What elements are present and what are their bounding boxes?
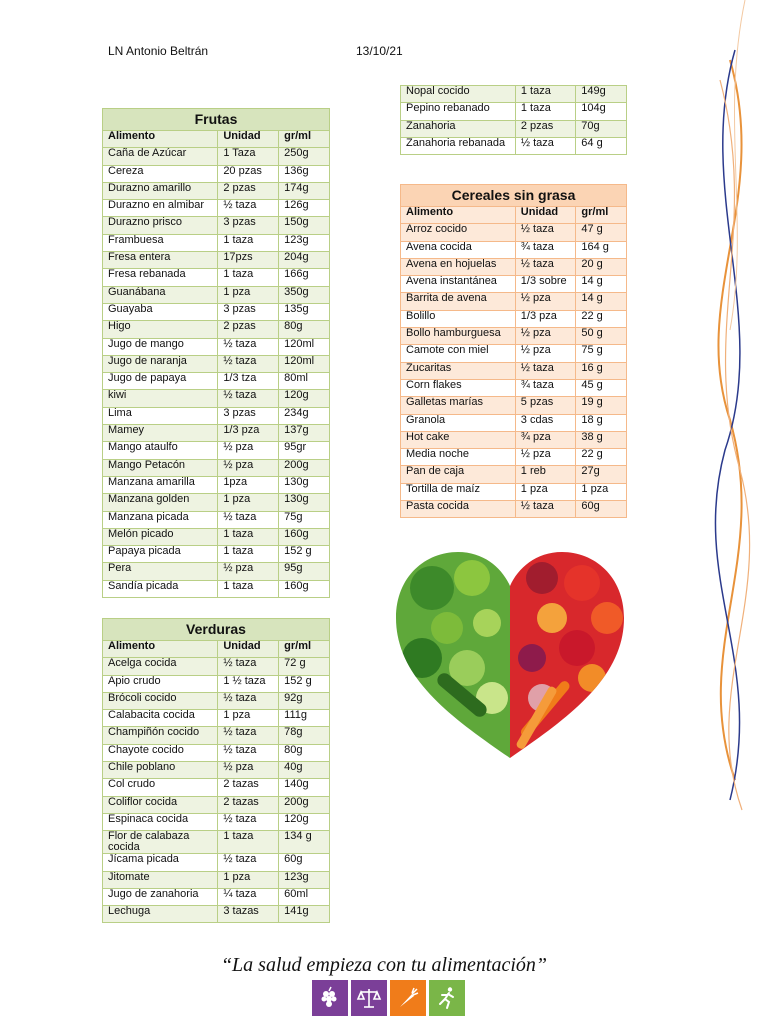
motivational-quote: “La salud empieza con tu alimentación” bbox=[220, 954, 548, 976]
table-row bbox=[401, 362, 627, 379]
table-row bbox=[401, 483, 627, 500]
runner-icon bbox=[429, 980, 465, 1016]
amount-cell: 136g bbox=[279, 165, 330, 182]
table-row bbox=[401, 466, 627, 483]
amount-cell: 250g bbox=[279, 148, 330, 165]
amount-cell: 111g bbox=[279, 710, 330, 727]
food-name-cell: Pepino rebanado bbox=[401, 103, 516, 120]
frutas-table bbox=[102, 108, 330, 598]
food-name-cell: Tortilla de maíz bbox=[401, 483, 516, 500]
column-header-unidad: Unidad bbox=[515, 207, 576, 224]
food-name-cell: Acelga cocida bbox=[103, 658, 218, 675]
amount-cell: 47 g bbox=[576, 224, 627, 241]
food-name-cell: Guanábana bbox=[103, 286, 218, 303]
food-name-cell: Media noche bbox=[401, 449, 516, 466]
unit-cell: 1 pza bbox=[218, 710, 279, 727]
table-row bbox=[401, 345, 627, 362]
verduras-table bbox=[102, 618, 330, 923]
table-row bbox=[103, 546, 330, 563]
food-name-cell: Granola bbox=[401, 414, 516, 431]
amount-cell: 80ml bbox=[279, 373, 330, 390]
food-name-cell: Sandía picada bbox=[103, 580, 218, 597]
amount-cell: 75 g bbox=[576, 345, 627, 362]
table-row bbox=[103, 831, 330, 854]
table-row bbox=[103, 580, 330, 597]
unit-cell: 1 taza bbox=[218, 546, 279, 563]
unit-cell: ½ taza bbox=[218, 511, 279, 528]
food-name-cell: Corn flakes bbox=[401, 379, 516, 396]
table-row bbox=[103, 854, 330, 871]
table-row bbox=[103, 442, 330, 459]
food-name-cell: Jugo de naranja bbox=[103, 355, 218, 372]
amount-cell: 95g bbox=[279, 563, 330, 580]
column-header-unidad: Unidad bbox=[218, 641, 279, 658]
amount-cell: 130g bbox=[279, 494, 330, 511]
unit-cell: 1 reb bbox=[515, 466, 576, 483]
food-name-cell: Lechuga bbox=[103, 906, 218, 923]
unit-cell: ½ pza bbox=[515, 293, 576, 310]
food-name-cell: Durazno en almibar bbox=[103, 200, 218, 217]
author-name: LN Antonio Beltrán bbox=[108, 44, 209, 58]
table-row bbox=[103, 813, 330, 830]
unit-cell: 1/3 pza bbox=[515, 310, 576, 327]
food-name-cell: Avena en hojuelas bbox=[401, 258, 516, 275]
vegetable-heart-image bbox=[392, 548, 628, 766]
table-row bbox=[103, 252, 330, 269]
food-name-cell: Chile poblano bbox=[103, 762, 218, 779]
column-header-grml: gr/ml bbox=[279, 131, 330, 148]
cereales-table bbox=[400, 184, 627, 518]
amount-cell: 104g bbox=[576, 103, 627, 120]
table-row bbox=[401, 397, 627, 414]
table-row bbox=[103, 888, 330, 905]
table-row bbox=[103, 744, 330, 761]
food-name-cell: Jugo de mango bbox=[103, 338, 218, 355]
amount-cell: 19 g bbox=[576, 397, 627, 414]
unit-cell: 1/3 pza bbox=[218, 425, 279, 442]
food-name-cell: Apio crudo bbox=[103, 675, 218, 692]
table-row bbox=[401, 224, 627, 241]
amount-cell: 152 g bbox=[279, 546, 330, 563]
table-row bbox=[103, 390, 330, 407]
unit-cell: ½ taza bbox=[515, 258, 576, 275]
amount-cell: 166g bbox=[279, 269, 330, 286]
table-row bbox=[103, 675, 330, 692]
food-name-cell: Pan de caja bbox=[401, 466, 516, 483]
unit-cell: 2 tazas bbox=[218, 779, 279, 796]
amount-cell: 150g bbox=[279, 217, 330, 234]
food-name-cell: Brócoli cocido bbox=[103, 692, 218, 709]
food-name-cell: Bolillo bbox=[401, 310, 516, 327]
table-row bbox=[103, 217, 330, 234]
food-name-cell: Avena instantánea bbox=[401, 276, 516, 293]
amount-cell: 160g bbox=[279, 580, 330, 597]
food-name-cell: Manzana picada bbox=[103, 511, 218, 528]
table-row bbox=[103, 494, 330, 511]
amount-cell: 164 g bbox=[576, 241, 627, 258]
food-name-cell: Durazno amarillo bbox=[103, 182, 218, 199]
verduras-title: Verduras bbox=[103, 619, 330, 641]
unit-cell: ½ taza bbox=[218, 338, 279, 355]
unit-cell: 1 pza bbox=[515, 483, 576, 500]
table-row bbox=[103, 200, 330, 217]
unit-cell: ½ pza bbox=[218, 762, 279, 779]
food-name-cell: Col crudo bbox=[103, 779, 218, 796]
food-name-cell: Pasta cocida bbox=[401, 501, 516, 518]
table-row bbox=[103, 269, 330, 286]
amount-cell: 95gr bbox=[279, 442, 330, 459]
amount-cell: 14 g bbox=[576, 293, 627, 310]
amount-cell: 60g bbox=[576, 501, 627, 518]
unit-cell: ½ taza bbox=[218, 390, 279, 407]
unit-cell: ½ taza bbox=[218, 813, 279, 830]
unit-cell: 1 taza bbox=[218, 580, 279, 597]
food-name-cell: Cereza bbox=[103, 165, 218, 182]
food-name-cell: Hot cake bbox=[401, 431, 516, 448]
table-row bbox=[103, 407, 330, 424]
column-header-alimento: Alimento bbox=[103, 131, 218, 148]
unit-cell: ½ taza bbox=[515, 362, 576, 379]
amount-cell: 123g bbox=[279, 871, 330, 888]
unit-cell: 1 pza bbox=[218, 871, 279, 888]
document-date: 13/10/21 bbox=[356, 44, 403, 58]
amount-cell: 75g bbox=[279, 511, 330, 528]
table-row bbox=[401, 293, 627, 310]
amount-cell: 27g bbox=[576, 466, 627, 483]
unit-cell: ½ taza bbox=[515, 137, 575, 154]
food-name-cell: Zanahoria bbox=[401, 120, 516, 137]
amount-cell: 80g bbox=[279, 321, 330, 338]
amount-cell: 22 g bbox=[576, 449, 627, 466]
food-name-cell: Melón picado bbox=[103, 528, 218, 545]
food-name-cell: Galletas marías bbox=[401, 397, 516, 414]
table-row bbox=[103, 779, 330, 796]
amount-cell: 120ml bbox=[279, 355, 330, 372]
unit-cell: ¾ taza bbox=[515, 379, 576, 396]
food-name-cell: Mango Petacón bbox=[103, 459, 218, 476]
unit-cell: 3 cdas bbox=[515, 414, 576, 431]
unit-cell: 3 pzas bbox=[218, 217, 279, 234]
table-row bbox=[103, 727, 330, 744]
amount-cell: 135g bbox=[279, 303, 330, 320]
unit-cell: 2 pzas bbox=[515, 120, 575, 137]
food-name-cell: Higo bbox=[103, 321, 218, 338]
food-name-cell: Durazno prisco bbox=[103, 217, 218, 234]
table-row bbox=[103, 338, 330, 355]
table-row bbox=[103, 511, 330, 528]
frutas-title: Frutas bbox=[103, 109, 330, 131]
table-row bbox=[103, 796, 330, 813]
table-row bbox=[103, 906, 330, 923]
unit-cell: 1 pza bbox=[218, 494, 279, 511]
food-name-cell: Barrita de avena bbox=[401, 293, 516, 310]
table-row bbox=[103, 303, 330, 320]
food-name-cell: Frambuesa bbox=[103, 234, 218, 251]
table-row bbox=[401, 86, 627, 103]
amount-cell: 60g bbox=[279, 854, 330, 871]
unit-cell: ½ pza bbox=[218, 563, 279, 580]
amount-cell: 40g bbox=[279, 762, 330, 779]
unit-cell: ¾ taza bbox=[515, 241, 576, 258]
unit-cell: 1 taza bbox=[218, 234, 279, 251]
unit-cell: 1pza bbox=[218, 476, 279, 493]
table-row bbox=[103, 286, 330, 303]
food-name-cell: Papaya picada bbox=[103, 546, 218, 563]
table-row bbox=[401, 449, 627, 466]
cereales-title: Cereales sin grasa bbox=[401, 185, 627, 207]
amount-cell: 16 g bbox=[576, 362, 627, 379]
amount-cell: 14 g bbox=[576, 276, 627, 293]
amount-cell: 141g bbox=[279, 906, 330, 923]
food-name-cell: Chayote cocido bbox=[103, 744, 218, 761]
table-row bbox=[103, 425, 330, 442]
table-row bbox=[401, 310, 627, 327]
unit-cell: 2 pzas bbox=[218, 321, 279, 338]
food-name-cell: Flor de calabaza cocida bbox=[103, 831, 218, 854]
unit-cell: 1 pza bbox=[218, 286, 279, 303]
column-header-grml: gr/ml bbox=[576, 207, 627, 224]
column-header-grml: gr/ml bbox=[279, 641, 330, 658]
unit-cell: 1 taza bbox=[515, 86, 575, 103]
amount-cell: 64 g bbox=[576, 137, 627, 154]
food-name-cell: Lima bbox=[103, 407, 218, 424]
amount-cell: 200g bbox=[279, 459, 330, 476]
food-name-cell: Calabacita cocida bbox=[103, 710, 218, 727]
food-name-cell: Avena cocida bbox=[401, 241, 516, 258]
unit-cell: ½ taza bbox=[515, 224, 576, 241]
table-row bbox=[103, 459, 330, 476]
unit-cell: 2 pzas bbox=[218, 182, 279, 199]
food-name-cell: Camote con miel bbox=[401, 345, 516, 362]
unit-cell: 17pzs bbox=[218, 252, 279, 269]
amount-cell: 60ml bbox=[279, 888, 330, 905]
amount-cell: 120g bbox=[279, 813, 330, 830]
amount-cell: 50 g bbox=[576, 328, 627, 345]
food-name-cell: Mamey bbox=[103, 425, 218, 442]
unit-cell: 1 taza bbox=[218, 528, 279, 545]
amount-cell: 78g bbox=[279, 727, 330, 744]
amount-cell: 174g bbox=[279, 182, 330, 199]
food-name-cell: Jugo de papaya bbox=[103, 373, 218, 390]
food-name-cell: Pera bbox=[103, 563, 218, 580]
unit-cell: ½ taza bbox=[218, 854, 279, 871]
table-row bbox=[401, 328, 627, 345]
table-row bbox=[103, 658, 330, 675]
amount-cell: 234g bbox=[279, 407, 330, 424]
amount-cell: 200g bbox=[279, 796, 330, 813]
unit-cell: ½ pza bbox=[218, 459, 279, 476]
table-row bbox=[401, 137, 627, 154]
unit-cell: ½ pza bbox=[515, 345, 576, 362]
food-name-cell: Manzana golden bbox=[103, 494, 218, 511]
table-row bbox=[401, 241, 627, 258]
unit-cell: ½ taza bbox=[218, 692, 279, 709]
amount-cell: 72 g bbox=[279, 658, 330, 675]
food-name-cell: Champiñón cocido bbox=[103, 727, 218, 744]
unit-cell: 1 taza bbox=[515, 103, 575, 120]
amount-cell: 18 g bbox=[576, 414, 627, 431]
food-name-cell: Jugo de zanahoria bbox=[103, 888, 218, 905]
amount-cell: 152 g bbox=[279, 675, 330, 692]
food-name-cell: Fresa entera bbox=[103, 252, 218, 269]
unit-cell: 1 taza bbox=[218, 831, 279, 854]
amount-cell: 123g bbox=[279, 234, 330, 251]
carrot-icon bbox=[390, 980, 426, 1016]
unit-cell: ¾ pza bbox=[515, 431, 576, 448]
table-row bbox=[401, 379, 627, 396]
unit-cell: ½ pza bbox=[515, 328, 576, 345]
scale-icon bbox=[351, 980, 387, 1016]
amount-cell: 160g bbox=[279, 528, 330, 545]
food-name-cell: Bollo hamburguesa bbox=[401, 328, 516, 345]
food-name-cell: Manzana amarilla bbox=[103, 476, 218, 493]
food-name-cell: Arroz cocido bbox=[401, 224, 516, 241]
amount-cell: 45 g bbox=[576, 379, 627, 396]
amount-cell: 22 g bbox=[576, 310, 627, 327]
food-name-cell: Caña de Azúcar bbox=[103, 148, 218, 165]
unit-cell: ½ taza bbox=[218, 200, 279, 217]
table-row bbox=[401, 103, 627, 120]
amount-cell: 204g bbox=[279, 252, 330, 269]
food-name-cell: Zanahoria rebanada bbox=[401, 137, 516, 154]
table-row bbox=[103, 373, 330, 390]
grapes-icon bbox=[312, 980, 348, 1016]
food-name-cell: Nopal cocido bbox=[401, 86, 516, 103]
amount-cell: 38 g bbox=[576, 431, 627, 448]
unit-cell: ½ taza bbox=[218, 744, 279, 761]
unit-cell: 1 Taza bbox=[218, 148, 279, 165]
table-row bbox=[103, 871, 330, 888]
footer-icons bbox=[312, 980, 465, 1016]
table-row bbox=[103, 355, 330, 372]
table-row bbox=[103, 528, 330, 545]
unit-cell: 5 pzas bbox=[515, 397, 576, 414]
unit-cell: 3 tazas bbox=[218, 906, 279, 923]
table-row bbox=[103, 165, 330, 182]
amount-cell: 140g bbox=[279, 779, 330, 796]
table-row bbox=[103, 563, 330, 580]
unit-cell: 3 pzas bbox=[218, 407, 279, 424]
food-name-cell: Jícama picada bbox=[103, 854, 218, 871]
amount-cell: 130g bbox=[279, 476, 330, 493]
amount-cell: 126g bbox=[279, 200, 330, 217]
table-row bbox=[401, 258, 627, 275]
unit-cell: 1/3 sobre bbox=[515, 276, 576, 293]
amount-cell: 350g bbox=[279, 286, 330, 303]
unit-cell: ½ taza bbox=[218, 355, 279, 372]
column-header-alimento: Alimento bbox=[401, 207, 516, 224]
verduras-continuation-table bbox=[400, 85, 627, 155]
table-row bbox=[401, 276, 627, 293]
food-name-cell: Fresa rebanada bbox=[103, 269, 218, 286]
table-row bbox=[401, 501, 627, 518]
food-name-cell: kiwi bbox=[103, 390, 218, 407]
amount-cell: 120ml bbox=[279, 338, 330, 355]
amount-cell: 20 g bbox=[576, 258, 627, 275]
column-header-unidad: Unidad bbox=[218, 131, 279, 148]
amount-cell: 1 pza bbox=[576, 483, 627, 500]
unit-cell: 1 ½ taza bbox=[218, 675, 279, 692]
unit-cell: 1/3 tza bbox=[218, 373, 279, 390]
unit-cell: ½ pza bbox=[218, 442, 279, 459]
table-row bbox=[103, 148, 330, 165]
amount-cell: 80g bbox=[279, 744, 330, 761]
table-row bbox=[103, 476, 330, 493]
food-name-cell: Guayaba bbox=[103, 303, 218, 320]
food-name-cell: Zucaritas bbox=[401, 362, 516, 379]
food-name-cell: Jitomate bbox=[103, 871, 218, 888]
table-row bbox=[103, 762, 330, 779]
unit-cell: 1 taza bbox=[218, 269, 279, 286]
table-row bbox=[103, 321, 330, 338]
column-header-alimento: Alimento bbox=[103, 641, 218, 658]
unit-cell: ¼ taza bbox=[218, 888, 279, 905]
unit-cell: 3 pzas bbox=[218, 303, 279, 320]
table-row bbox=[103, 710, 330, 727]
food-name-cell: Espinaca cocida bbox=[103, 813, 218, 830]
amount-cell: 134 g bbox=[279, 831, 330, 854]
unit-cell: ½ taza bbox=[218, 658, 279, 675]
unit-cell: ½ taza bbox=[218, 727, 279, 744]
unit-cell: ½ pza bbox=[515, 449, 576, 466]
food-name-cell: Mango ataulfo bbox=[103, 442, 218, 459]
unit-cell: ½ taza bbox=[515, 501, 576, 518]
unit-cell: 2 tazas bbox=[218, 796, 279, 813]
table-row bbox=[401, 414, 627, 431]
amount-cell: 120g bbox=[279, 390, 330, 407]
amount-cell: 92g bbox=[279, 692, 330, 709]
table-row bbox=[401, 120, 627, 137]
amount-cell: 149g bbox=[576, 86, 627, 103]
unit-cell: 20 pzas bbox=[218, 165, 279, 182]
amount-cell: 70g bbox=[576, 120, 627, 137]
table-row bbox=[103, 692, 330, 709]
table-row bbox=[401, 431, 627, 448]
table-row bbox=[103, 182, 330, 199]
decorative-ribbons bbox=[690, 0, 768, 820]
table-row bbox=[103, 234, 330, 251]
amount-cell: 137g bbox=[279, 425, 330, 442]
food-name-cell: Coliflor cocida bbox=[103, 796, 218, 813]
